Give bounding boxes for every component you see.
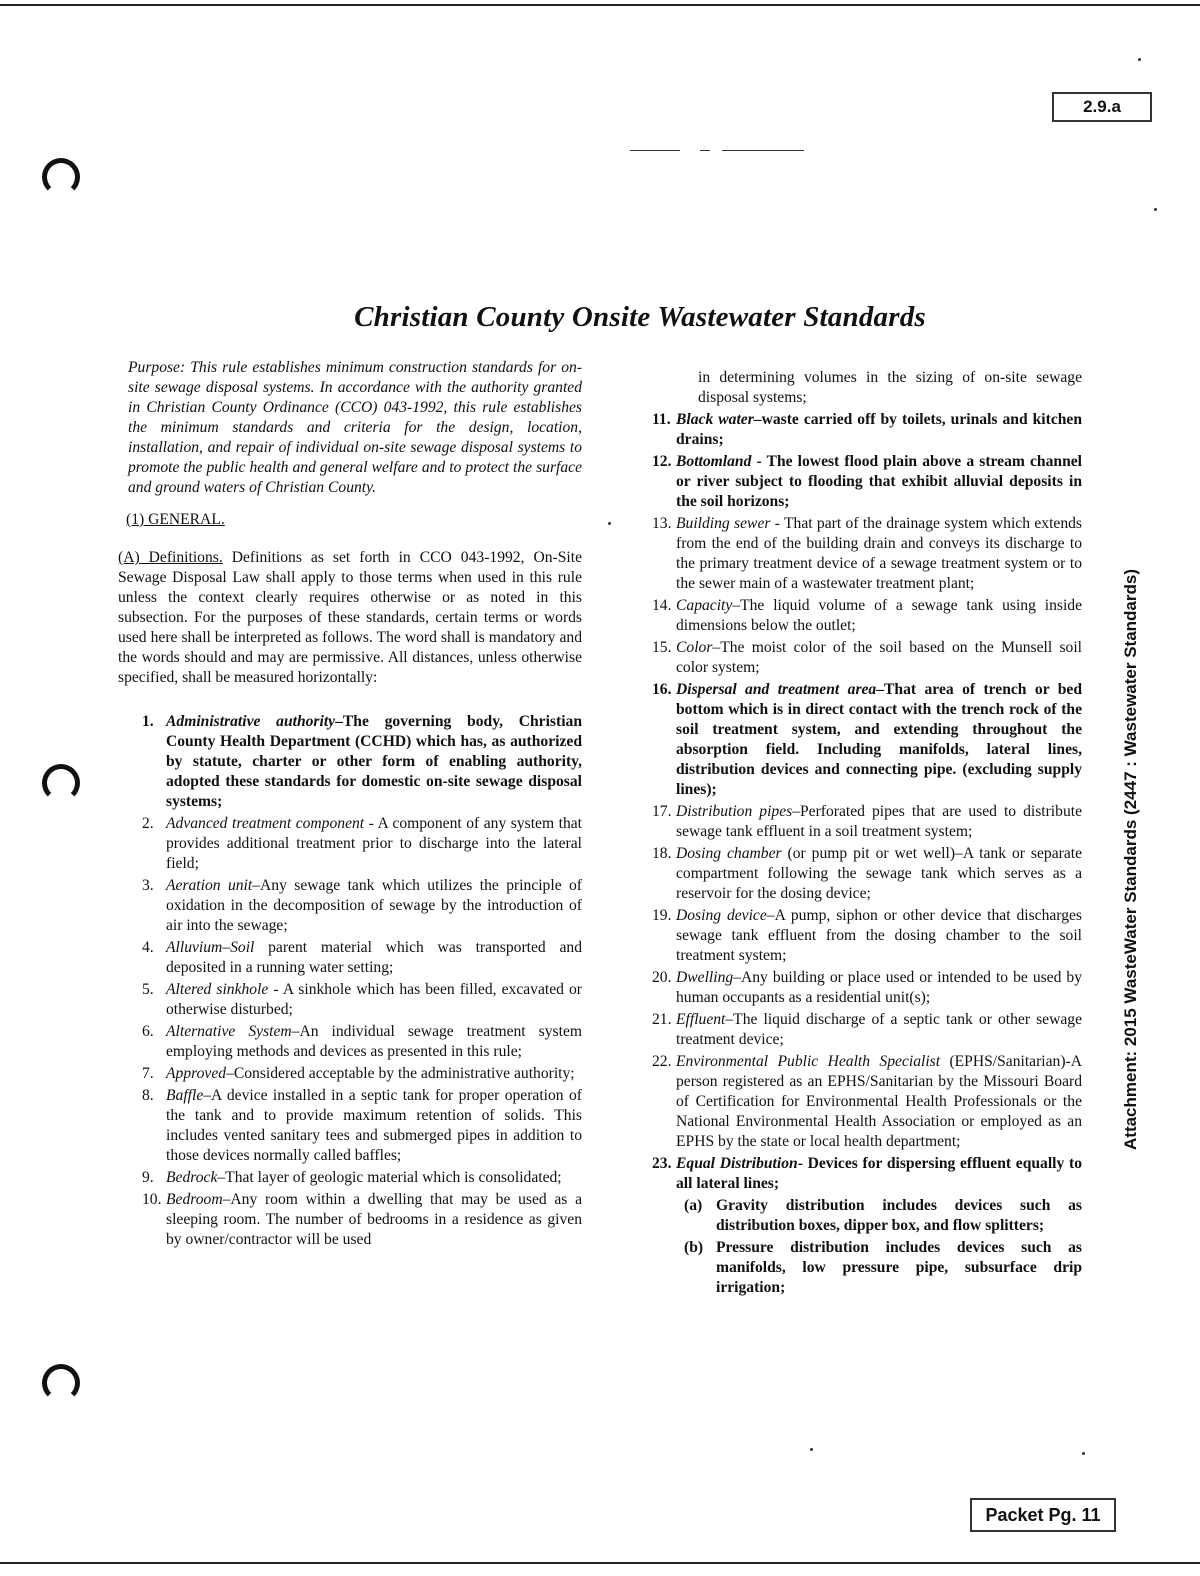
- item-text: –That area of trench or bed bottom which is in direct contact with the trench rock of the soil treatment system, and extending throughout the absorption field. Including manifolds, lateral lines, distribution devices and connecting pipe. (excluding supply lines);: [676, 681, 1083, 798]
- item-term: Capacity: [676, 597, 733, 614]
- definition-item: [118, 1190, 582, 1250]
- item-term: Dwelling: [676, 969, 734, 986]
- item-text: (or pump pit or wet well)–A tank or separate compartment following the sewage tank which serves as a reservoir for the dosing device;: [676, 845, 1083, 902]
- definition-item: [632, 680, 1082, 800]
- definition-item: [118, 938, 582, 978]
- definition-item: [632, 1052, 1082, 1152]
- item-text: –The moist color of the soil based on the Munsell soil color system;: [676, 639, 1082, 676]
- item-term: Baffle: [166, 1087, 204, 1104]
- item-number: 12.: [652, 453, 672, 470]
- item-term: Bedrock: [166, 1169, 218, 1186]
- item-term: Approved: [166, 1065, 227, 1082]
- item-number: 19.: [652, 907, 672, 924]
- item-term: Building sewer: [676, 515, 771, 532]
- item-number: 20.: [652, 969, 672, 986]
- item-number: 2.: [142, 815, 154, 832]
- scan-speck: [1154, 208, 1157, 211]
- bottom-rule: [0, 1562, 1200, 1564]
- item-term: Administrative authority: [166, 713, 336, 730]
- sub-item-letter: (a): [684, 1197, 703, 1214]
- item-text: –The liquid discharge of a septic tank or other sewage treatment device;: [676, 1011, 1082, 1048]
- item-number: 17.: [652, 803, 672, 820]
- packet-page-tag: Packet Pg. 11: [970, 1498, 1116, 1532]
- item-term: Bottomland: [676, 453, 752, 470]
- item-text: parent material which was transported and deposited in a running water setting;: [166, 939, 582, 976]
- definition-item: [118, 1022, 582, 1062]
- section-heading: (1) GENERAL.: [126, 511, 225, 528]
- scan-speck: [1082, 1452, 1085, 1455]
- item-number: 3.: [142, 877, 154, 894]
- item-text: - The lowest flood plain above a stream channel or river subject to flooding that exhibit alluvial deposits in the soil horizons;: [676, 453, 1082, 510]
- item-term: Dispersal and treatment area: [676, 681, 877, 698]
- definition-item: [632, 1154, 1082, 1194]
- definition-item: [118, 876, 582, 936]
- item-number: 8.: [142, 1087, 154, 1104]
- item-number: 9.: [142, 1169, 154, 1186]
- definition-item: [632, 452, 1082, 512]
- item-text: –The liquid volume of a sewage tank using inside dimensions below the outlet;: [676, 597, 1082, 634]
- item-term: Alternative System: [166, 1023, 292, 1040]
- item-number: 11.: [652, 411, 671, 428]
- attachment-note: Attachment: 2015 WasteWater Standards (2447 : Wastewater Standards): [1121, 568, 1140, 1150]
- scan-speck: [608, 522, 611, 525]
- definitions-lead: (A) Definitions.: [118, 549, 223, 566]
- definition-item: [632, 968, 1082, 1008]
- item-text: - A component of any system that provides additional treatment prior to discharge into the lateral field;: [166, 815, 582, 872]
- item-term: Advanced treatment component: [166, 815, 365, 832]
- item-number: 6.: [142, 1023, 154, 1040]
- item-number: 22.: [652, 1053, 672, 1070]
- definition-list-right: [632, 410, 1082, 1194]
- item-text: –A pump, siphon or other device that discharges sewage tank effluent from the dosing chamber to the soil treatment system;: [676, 907, 1082, 964]
- definitions-text: Definitions as set forth in CCO 043-1992, On-Site Sewage Disposal Law shall apply to those terms when used in this rule unless the context clearly requires otherwise or as noted in this subsection. For the purposes of these standards, certain terms or words used here shall be interpreted as follows. The word shall is mandatory and the words should and may are permissive. All distances, unless otherwise specified, shall be measured horizontally:: [118, 549, 583, 686]
- top-rule: [0, 4, 1200, 6]
- scan-speck: [810, 1448, 813, 1451]
- left-column: [118, 358, 582, 1252]
- item-text: –Any sewage tank which utilizes the principle of oxidation in the decomposition of sewage by the introduction of air into the sewage;: [166, 877, 582, 934]
- sub-item-text: Pressure distribution includes devices such as manifolds, low pressure pipe, subsurface drip irrigation;: [716, 1239, 1082, 1296]
- item-text: - That part of the drainage system which extends from the end of the building drain and conveys its discharge to the primary treatment device of a sewage treatment system or to the sewer main of a wastewater treatment plant;: [676, 515, 1082, 592]
- item-term: Alluvium–Soil: [166, 939, 255, 956]
- definition-item: [118, 814, 582, 874]
- definition-item: [118, 1064, 582, 1084]
- scan-mark: [722, 150, 804, 151]
- definition-item: [632, 638, 1082, 678]
- sub-item: [684, 1238, 1082, 1298]
- item-number: 1.: [142, 713, 154, 730]
- sub-item: [684, 1196, 1082, 1236]
- right-column: [632, 368, 1082, 1300]
- punch-hole-bottom-icon: [42, 1364, 80, 1402]
- page-title: Christian County Onsite Wastewater Standards: [354, 301, 926, 334]
- continued-text: in determining volumes in the sizing of on-site sewage disposal systems;: [698, 369, 1082, 406]
- punch-hole-top-icon: [42, 158, 80, 196]
- definition-item: [632, 410, 1082, 450]
- item-text: –An individual sewage treatment system employing methods and devices as presented in this rule;: [166, 1023, 582, 1060]
- item-text: –Any building or place used or intended to be used by human occupants as a residential unit(s);: [676, 969, 1082, 1006]
- item-number: 13.: [652, 515, 672, 532]
- scan-mark: [630, 150, 680, 151]
- definition-item: [632, 906, 1082, 966]
- item-number: 7.: [142, 1065, 154, 1082]
- item-term: Equal Distribution: [676, 1155, 798, 1172]
- item-text: –A device installed in a septic tank for proper operation of the tank and to provide maximum retention of solids. This includes vented sanitary tees and submerged pipes in addition to those devices normally called baffles;: [166, 1087, 582, 1164]
- item-number: 15.: [652, 639, 672, 656]
- item-text: –The governing body, Christian County Health Department (CCHD) which has, as authorized by statute, charter or other form of enabling authority, adopted these standards for domestic on-site sewage disposal systems;: [166, 713, 582, 810]
- item-term: Effluent: [676, 1011, 726, 1028]
- item-number: 16.: [652, 681, 672, 698]
- scan-speck: [1138, 58, 1141, 61]
- definition-item: [118, 712, 582, 812]
- item-text: –Any room within a dwelling that may be used as a sleeping room. The number of bedrooms in a residence as given by owner/contractor will be used: [166, 1191, 582, 1248]
- item-term: Distribution pipes: [676, 803, 793, 820]
- sub-item-text: Gravity distribution includes devices such as distribution boxes, dipper box, and flow splitters;: [716, 1197, 1082, 1234]
- agenda-item-tag: 2.9.a: [1052, 92, 1152, 122]
- item-term: Aeration unit: [166, 877, 253, 894]
- item-text: –Perforated pipes that are used to distribute sewage tank effluent in a soil treatment system;: [676, 803, 1082, 840]
- definitions-paragraph: [118, 548, 582, 688]
- punch-hole-middle-icon: [42, 764, 80, 802]
- sub-item-letter: (b): [684, 1239, 704, 1256]
- item-number: 10.: [142, 1191, 162, 1208]
- sub-item-list: [632, 1196, 1082, 1298]
- item-text: (EPHS/Sanitarian)-A person registered as an EPHS/Sanitarian by the Missouri Board of Certification for Environmental Health Professionals or the National Environmental Health Association or employed as an EPHS by the state or local health department;: [676, 1053, 1082, 1150]
- item-term: Color: [676, 639, 713, 656]
- item-text: –Considered acceptable by the administrative authority;: [226, 1065, 575, 1082]
- item-text: –That layer of geologic material which is consolidated;: [217, 1169, 562, 1186]
- item-number: 23.: [652, 1155, 672, 1172]
- item-term: Dosing chamber: [676, 845, 782, 862]
- item-number: 5.: [142, 981, 154, 998]
- item-term: Altered sinkhole: [166, 981, 269, 998]
- definition-item: [632, 596, 1082, 636]
- item-number: 21.: [652, 1011, 672, 1028]
- definition-item: [118, 1168, 582, 1188]
- definition-item: [632, 1010, 1082, 1050]
- definition-item: [118, 1086, 582, 1166]
- item-text: –waste carried off by toilets, urinals and kitchen drains;: [676, 411, 1083, 448]
- definition-item: [632, 844, 1082, 904]
- item-term: Environmental Public Health Specialist: [676, 1053, 941, 1070]
- item-term: Dosing device: [676, 907, 767, 924]
- definition-item: [632, 514, 1082, 594]
- item-text: - Devices for dispersing effluent equally to all lateral lines;: [676, 1155, 1082, 1192]
- item-text: - A sinkhole which has been filled, excavated or otherwise disturbed;: [166, 981, 582, 1018]
- item-term: Bedroom: [166, 1191, 223, 1208]
- definition-item: [632, 802, 1082, 842]
- scan-mark: [700, 150, 710, 151]
- item-number: 4.: [142, 939, 154, 956]
- item-term: Black water: [676, 411, 754, 428]
- definition-item: [118, 980, 582, 1020]
- item-number: 14.: [652, 597, 672, 614]
- purpose-paragraph: Purpose: This rule establishes minimum construction standards for on-site sewage disposal systems. In accordance with the authority granted in Christian County Ordinance (CCO) 043-1992, this rule establishes the minimum standards and criteria for the design, location, installation, and repair of individual on-site sewage disposal systems to promote the public health and general welfare and to protect the surface and ground waters of Christian County.: [128, 359, 582, 496]
- definition-list-left: [118, 712, 582, 1250]
- item-number: 18.: [652, 845, 672, 862]
